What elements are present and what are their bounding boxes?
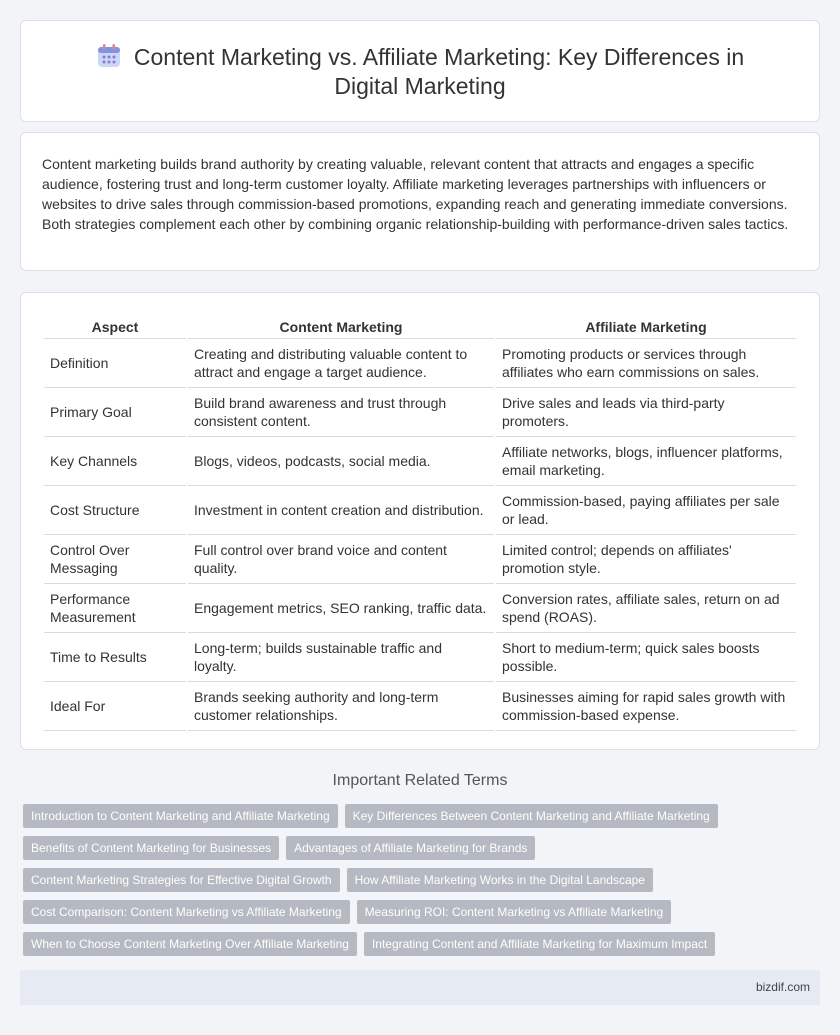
aspect-cell: Ideal For (44, 682, 186, 731)
table-row (44, 584, 796, 633)
related-term-link[interactable]: Benefits of Content Marketing for Businesses (23, 836, 279, 860)
content-marketing-cell: Build brand awareness and trust through consistent content. (188, 388, 494, 437)
page-title (61, 43, 779, 101)
content-marketing-cell: Engagement metrics, SEO ranking, traffic data. (188, 584, 494, 633)
aspect-cell: Cost Structure (44, 486, 186, 535)
related-term-link[interactable]: Advantages of Affiliate Marketing for Brands (286, 836, 535, 860)
header-affiliate-marketing: Affiliate Marketing (496, 315, 796, 339)
related-term-link[interactable]: When to Choose Content Marketing Over Affiliate Marketing (23, 932, 357, 956)
tag-row (23, 836, 823, 860)
affiliate-marketing-cell: Limited control; depends on affiliates' promotion style. (496, 535, 796, 584)
header-aspect: Aspect (44, 315, 186, 339)
related-term-link[interactable]: Key Differences Between Content Marketing and Affiliate Marketing (345, 804, 718, 828)
table-row (44, 437, 796, 486)
aspect-cell: Control Over Messaging (44, 535, 186, 584)
aspect-cell: Key Channels (44, 437, 186, 486)
related-term-link[interactable]: How Affiliate Marketing Works in the Digital Landscape (347, 868, 653, 892)
calendar-icon (96, 43, 122, 69)
affiliate-marketing-cell: Promoting products or services through affiliates who earn commissions on sales. (496, 339, 796, 388)
tag-row (23, 804, 823, 828)
related-term-link[interactable]: Content Marketing Strategies for Effective Digital Growth (23, 868, 340, 892)
affiliate-marketing-cell: Businesses aiming for rapid sales growth with commission-based expense. (496, 682, 796, 731)
intro-card (20, 132, 820, 271)
related-term-link[interactable]: Measuring ROI: Content Marketing vs Affiliate Marketing (357, 900, 672, 924)
comparison-table (42, 315, 798, 731)
content-marketing-cell: Long-term; builds sustainable traffic and loyalty. (188, 633, 494, 682)
content-marketing-cell: Full control over brand voice and content quality. (188, 535, 494, 584)
affiliate-marketing-cell: Commission-based, paying affiliates per sale or lead. (496, 486, 796, 535)
content-marketing-cell: Creating and distributing valuable content to attract and engage a target audience. (188, 339, 494, 388)
tag-row (23, 932, 823, 956)
page-title-text: Content Marketing vs. Affiliate Marketing: Key Differences in Digital Marketing (133, 44, 745, 99)
affiliate-marketing-cell: Short to medium-term; quick sales boosts possible. (496, 633, 796, 682)
table-header-row (44, 315, 796, 339)
table-row (44, 633, 796, 682)
table-row (44, 339, 796, 388)
affiliate-marketing-cell: Drive sales and leads via third-party promoters. (496, 388, 796, 437)
table-row (44, 535, 796, 584)
header-card (20, 20, 820, 122)
content-marketing-cell: Blogs, videos, podcasts, social media. (188, 437, 494, 486)
header (61, 43, 779, 101)
aspect-cell: Primary Goal (44, 388, 186, 437)
table-row (44, 486, 796, 535)
related-term-link[interactable]: Integrating Content and Affiliate Marketing for Maximum Impact (364, 932, 715, 956)
affiliate-marketing-cell: Affiliate networks, blogs, influencer platforms, email marketing. (496, 437, 796, 486)
content-marketing-cell: Brands seeking authority and long-term customer relationships. (188, 682, 494, 731)
table-row (44, 682, 796, 731)
tag-row (23, 868, 823, 892)
aspect-cell: Time to Results (44, 633, 186, 682)
related-terms-heading: Important Related Terms (332, 772, 508, 789)
aspect-cell: Performance Measurement (44, 584, 186, 633)
comparison-card (20, 292, 820, 750)
related-terms-list (23, 804, 823, 964)
related-term-link[interactable]: Introduction to Content Marketing and Affiliate Marketing (23, 804, 338, 828)
aspect-cell: Definition (44, 339, 186, 388)
content-marketing-cell: Investment in content creation and distribution. (188, 486, 494, 535)
tag-row (23, 900, 823, 924)
header-content-marketing: Content Marketing (188, 315, 494, 339)
affiliate-marketing-cell: Conversion rates, affiliate sales, return on ad spend (ROAS). (496, 584, 796, 633)
intro-paragraph: Content marketing builds brand authority by creating valuable, relevant content that attracts and engages a specific audience, fostering trust and long-term customer loyalty. Affiliate marketing leverages partnerships with influencers or websites to drive sales through commission-based promotions, expanding reach and generating immediate conversions. Both strategies complement each other by combining organic relationship-building with performance-driven sales tactics. (42, 156, 789, 232)
related-term-link[interactable]: Cost Comparison: Content Marketing vs Affiliate Marketing (23, 900, 350, 924)
footer (20, 970, 820, 1005)
site-name[interactable]: bizdif.com (755, 980, 810, 994)
table-row (44, 388, 796, 437)
